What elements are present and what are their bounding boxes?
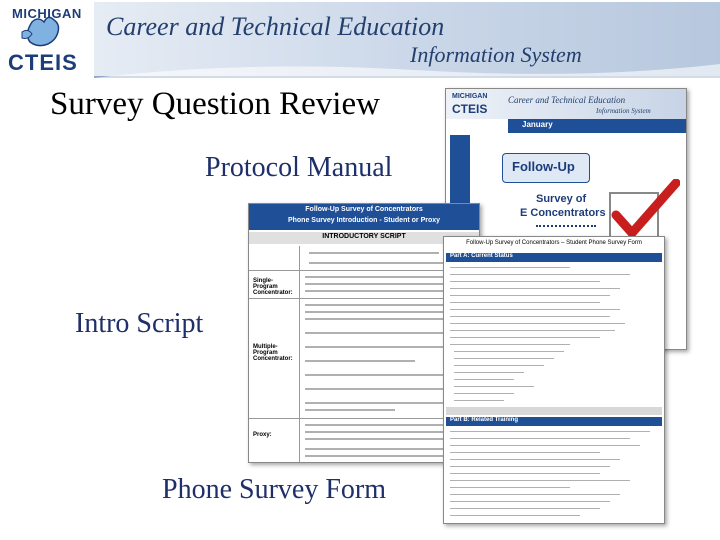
intro-row-proxy: Proxy: <box>253 432 272 438</box>
phone-form-line <box>450 473 600 474</box>
logo-cteis-text: CTEIS <box>8 50 78 75</box>
phone-instruction-bar <box>446 407 662 415</box>
page-title: Survey Question Review <box>50 86 380 122</box>
intro-text-line <box>305 332 455 334</box>
phone-form-line <box>450 487 570 488</box>
phone-form-line <box>450 337 600 338</box>
phone-form-line <box>450 267 570 268</box>
phone-form-line <box>450 438 630 439</box>
phone-form-line <box>450 274 630 275</box>
manual-header-line2: Information System <box>596 107 651 115</box>
phone-form-line <box>450 288 620 289</box>
phone-form-line <box>450 508 600 509</box>
manual-divider <box>536 225 596 230</box>
protocol-manual-label: Protocol Manual <box>205 152 393 183</box>
manual-survey-of: Survey of <box>536 193 587 205</box>
manual-followup: Follow-Up <box>512 159 575 174</box>
phone-form-line <box>450 480 630 481</box>
manual-brand-cteis: CTEIS <box>452 102 488 116</box>
intro-text-line <box>305 448 465 450</box>
phone-form-line <box>450 344 570 345</box>
phone-form-line <box>450 466 610 467</box>
phone-form-line <box>450 323 625 324</box>
intro-script-heading: INTRODUCTORY SCRIPT <box>322 233 406 240</box>
phone-form-line <box>450 515 580 516</box>
phone-survey-form-label: Phone Survey Form <box>162 474 386 505</box>
phone-form-line <box>454 372 524 373</box>
logo-michigan-text: MICHIGAN <box>12 6 82 21</box>
phone-form-line <box>450 330 615 331</box>
phone-form-line <box>450 459 620 460</box>
phone-form-title: Follow-Up Survey of Concentrators – Student Phone Survey Form <box>466 240 642 246</box>
phone-form-line <box>450 316 610 317</box>
cteis-logo <box>2 2 94 76</box>
phone-form-line <box>454 365 544 366</box>
manual-header-line1: Career and Technical Education <box>508 95 626 105</box>
intro-text-line <box>305 388 465 390</box>
intro-row-single: Single-Program Concentrator: <box>253 278 293 296</box>
phone-form-line <box>454 400 504 401</box>
phone-form-line <box>450 295 610 296</box>
manual-concentrators: E Concentrators <box>520 207 606 219</box>
intro-text-line <box>305 455 445 457</box>
phone-form-line <box>454 358 554 359</box>
manual-brand: MICHIGAN <box>452 93 488 100</box>
phone-form-line <box>450 494 620 495</box>
intro-text-line <box>305 409 395 411</box>
phone-form-line <box>454 379 514 380</box>
intro-text-line <box>309 262 459 264</box>
intro-text-line <box>305 283 465 285</box>
header <box>0 0 720 80</box>
phone-survey-form-thumbnail[interactable] <box>443 236 665 524</box>
intro-title-1: Follow-Up Survey of Concentrators <box>305 206 423 213</box>
banner-title: Career and Technical Education <box>106 12 445 41</box>
intro-script-label: Intro Script <box>75 308 204 339</box>
banner-wave <box>94 60 720 78</box>
phone-form-line <box>450 452 600 453</box>
phone-section-a: Part A: Current Status <box>450 253 513 259</box>
intro-text-line <box>305 311 465 313</box>
phone-form-line <box>454 351 564 352</box>
manual-month: January <box>522 120 553 129</box>
phone-form-line <box>450 445 640 446</box>
phone-form-line <box>454 393 514 394</box>
intro-text-line <box>309 252 439 254</box>
phone-form-line <box>450 302 600 303</box>
phone-form-line <box>454 386 534 387</box>
phone-form-line <box>450 309 620 310</box>
phone-form-line <box>450 501 610 502</box>
banner-subtitle: Information System <box>410 42 582 67</box>
intro-title-2: Phone Survey Introduction - Student or Proxy <box>287 217 441 224</box>
phone-form-line <box>450 281 600 282</box>
intro-row-multiple: Multiple-Program Concentrator: <box>253 344 293 362</box>
intro-text-line <box>305 360 415 362</box>
phone-section-b: Part B: Related Training <box>450 417 519 423</box>
phone-form-line <box>450 431 650 432</box>
